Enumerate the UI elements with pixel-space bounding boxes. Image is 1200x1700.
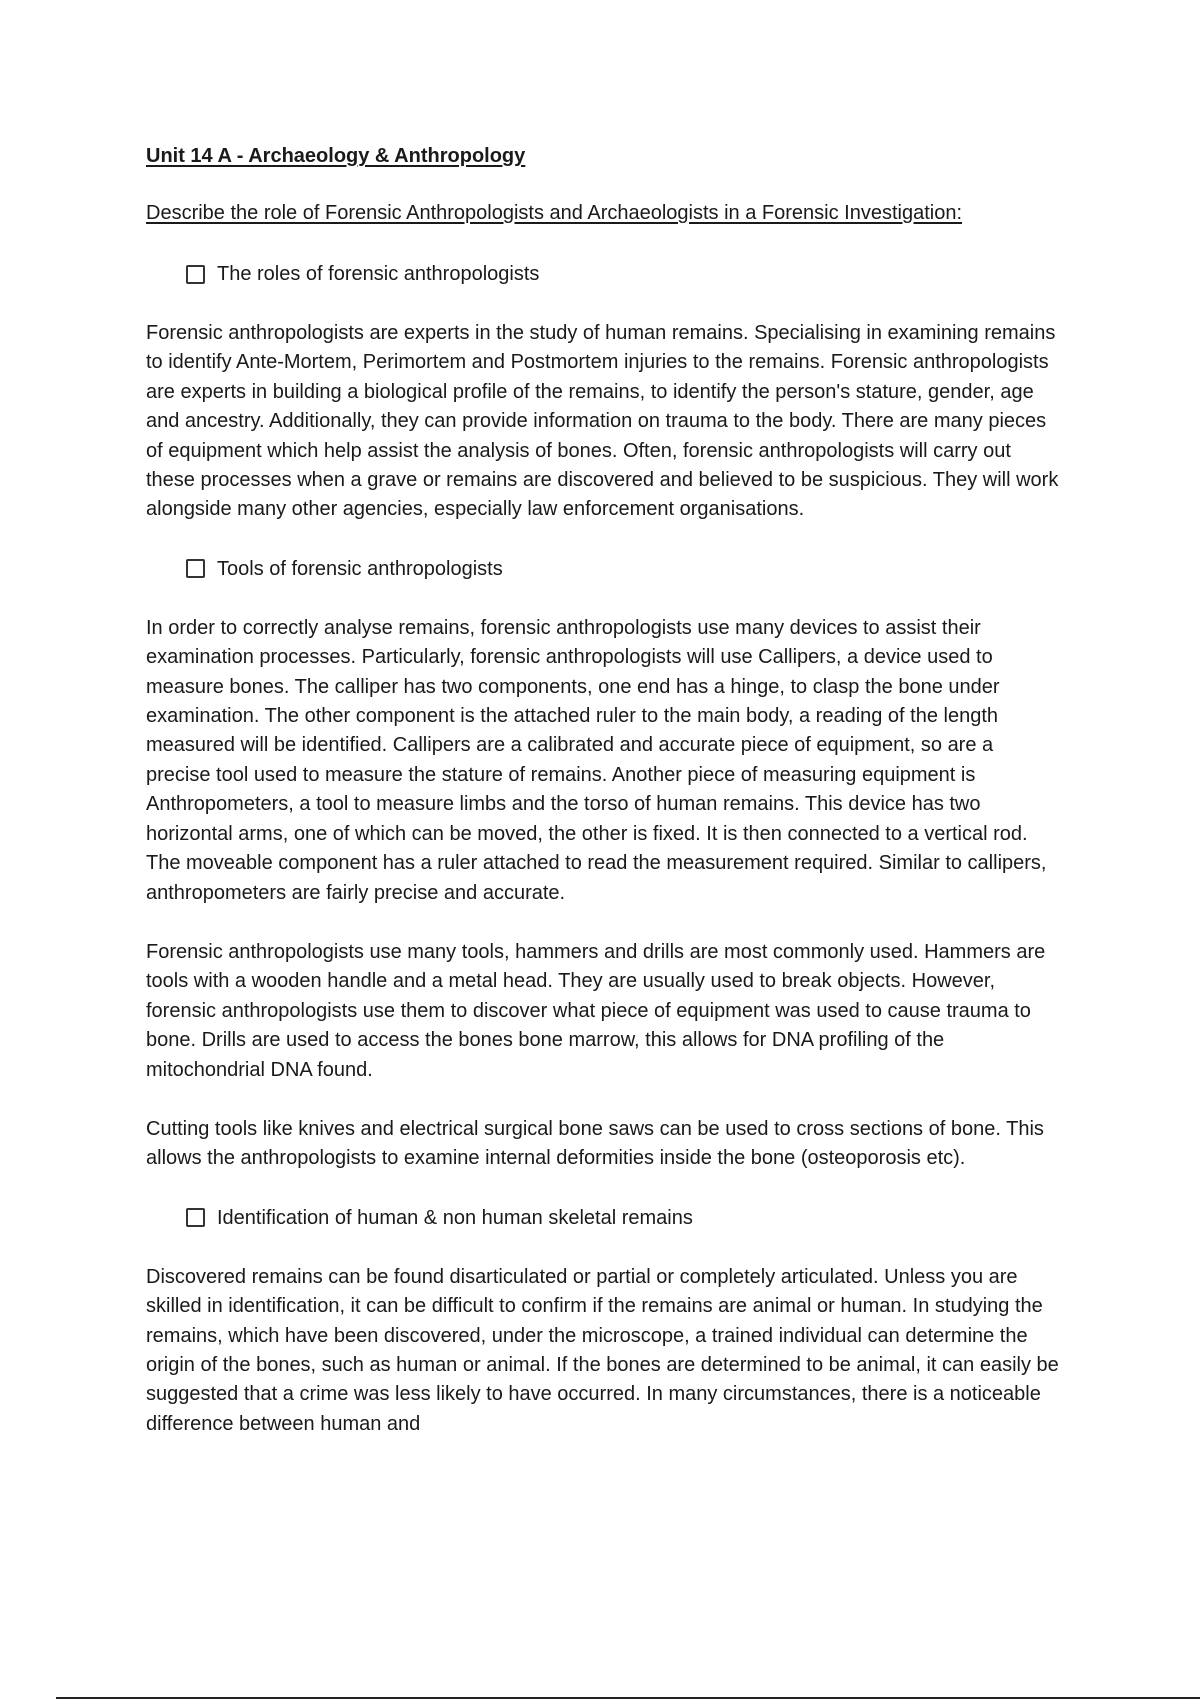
paragraph: Discovered remains can be found disarticulated or partial or completely articulated. Unless you are skilled in identification, it can be difficult to confirm if the remains are animal or human. In studying the remains, which have been discovered, under the microscope, a trained individual can determine the origin of the bones, such as human or animal. If the bones are determined to be animal, it can easily be suggested that a crime was less likely to have occurred. In many circumstances, there is a noticeable difference between human and bbox=[146, 1265, 1059, 1435]
page-title: Unit 14 A - Archaeology & Anthropology bbox=[146, 145, 526, 167]
paragraph: Cutting tools like knives and electrical surgical bone saws can be used to cross sections of bone. This allows the anthropologists to examine internal deformities inside the bone (osteoporosis etc). bbox=[146, 1117, 1044, 1170]
checkbox-icon[interactable] bbox=[186, 1208, 205, 1227]
checkbox-icon[interactable] bbox=[186, 559, 205, 578]
checklist-item-label: The roles of forensic anthropologists bbox=[217, 263, 540, 285]
paragraph: Forensic anthropologists are experts in the study of human remains. Specialising in examining remains to identify Ante-Mortem, Perimortem and Postmortem injuries to the remains. Forensic anthropologists are experts in building a biological profile of the remains, to identify the person's stature, gender, age and ancestry. Additionally, they can provide information on trauma to the body. There are many pieces of equipment which help assist the analysis of bones. Often, forensic anthropologists will carry out these processes when a grave or remains are discovered and believed to be suspicious. They will work alongside many other agencies, especially law enforcement organisations. bbox=[146, 322, 1059, 521]
checklist-item-label: Identification of human & non human skeletal remains bbox=[217, 1206, 693, 1229]
paragraph: Forensic anthropologists use many tools, hammers and drills are most commonly used. Hammers are tools with a wooden handle and a metal head. They are usually used to break objects. However, forensic anthropologists use them to discover what piece of equipment was used to cause trauma to bone. Drills are used to access the bones bone marrow, this allows for DNA profiling of the mitochondrial DNA found. bbox=[146, 940, 1046, 1081]
paragraph: In order to correctly analyse remains, forensic anthropologists use many devices to assist their examination processes. Particularly, forensic anthropologists will use Callipers, a device used to measure bones. The calliper has two components, one end has a hinge, to clasp the bone under examination. The other component is the attached ruler to the main body, a reading of the length measured will be identified. Callipers are a calibrated and accurate piece of equipment, so are a precise tool used to measure the stature of remains. Another piece of measuring equipment is Anthropometers, a tool to measure limbs and the torso of human remains. This device has two horizontal arms, one of which can be moved, the other is fixed. It is then connected to a vertical rod. The moveable component has a ruler attached to read the measurement required. Similar to callipers, anthropometers are fairly precise and accurate. bbox=[146, 616, 1047, 904]
checklist-item-roles[interactable] bbox=[186, 260, 1062, 288]
page-bottom-rule bbox=[56, 1697, 1200, 1699]
checklist-item-tools[interactable] bbox=[186, 555, 1062, 583]
checklist-item-label: Tools of forensic anthropologists bbox=[217, 557, 503, 580]
page-subtitle: Describe the role of Forensic Anthropologists and Archaeologists in a Forensic Investigation: bbox=[146, 202, 962, 224]
document-page bbox=[146, 142, 1062, 1469]
checkbox-icon[interactable] bbox=[186, 265, 205, 284]
checklist-item-identification[interactable] bbox=[186, 1204, 1062, 1232]
